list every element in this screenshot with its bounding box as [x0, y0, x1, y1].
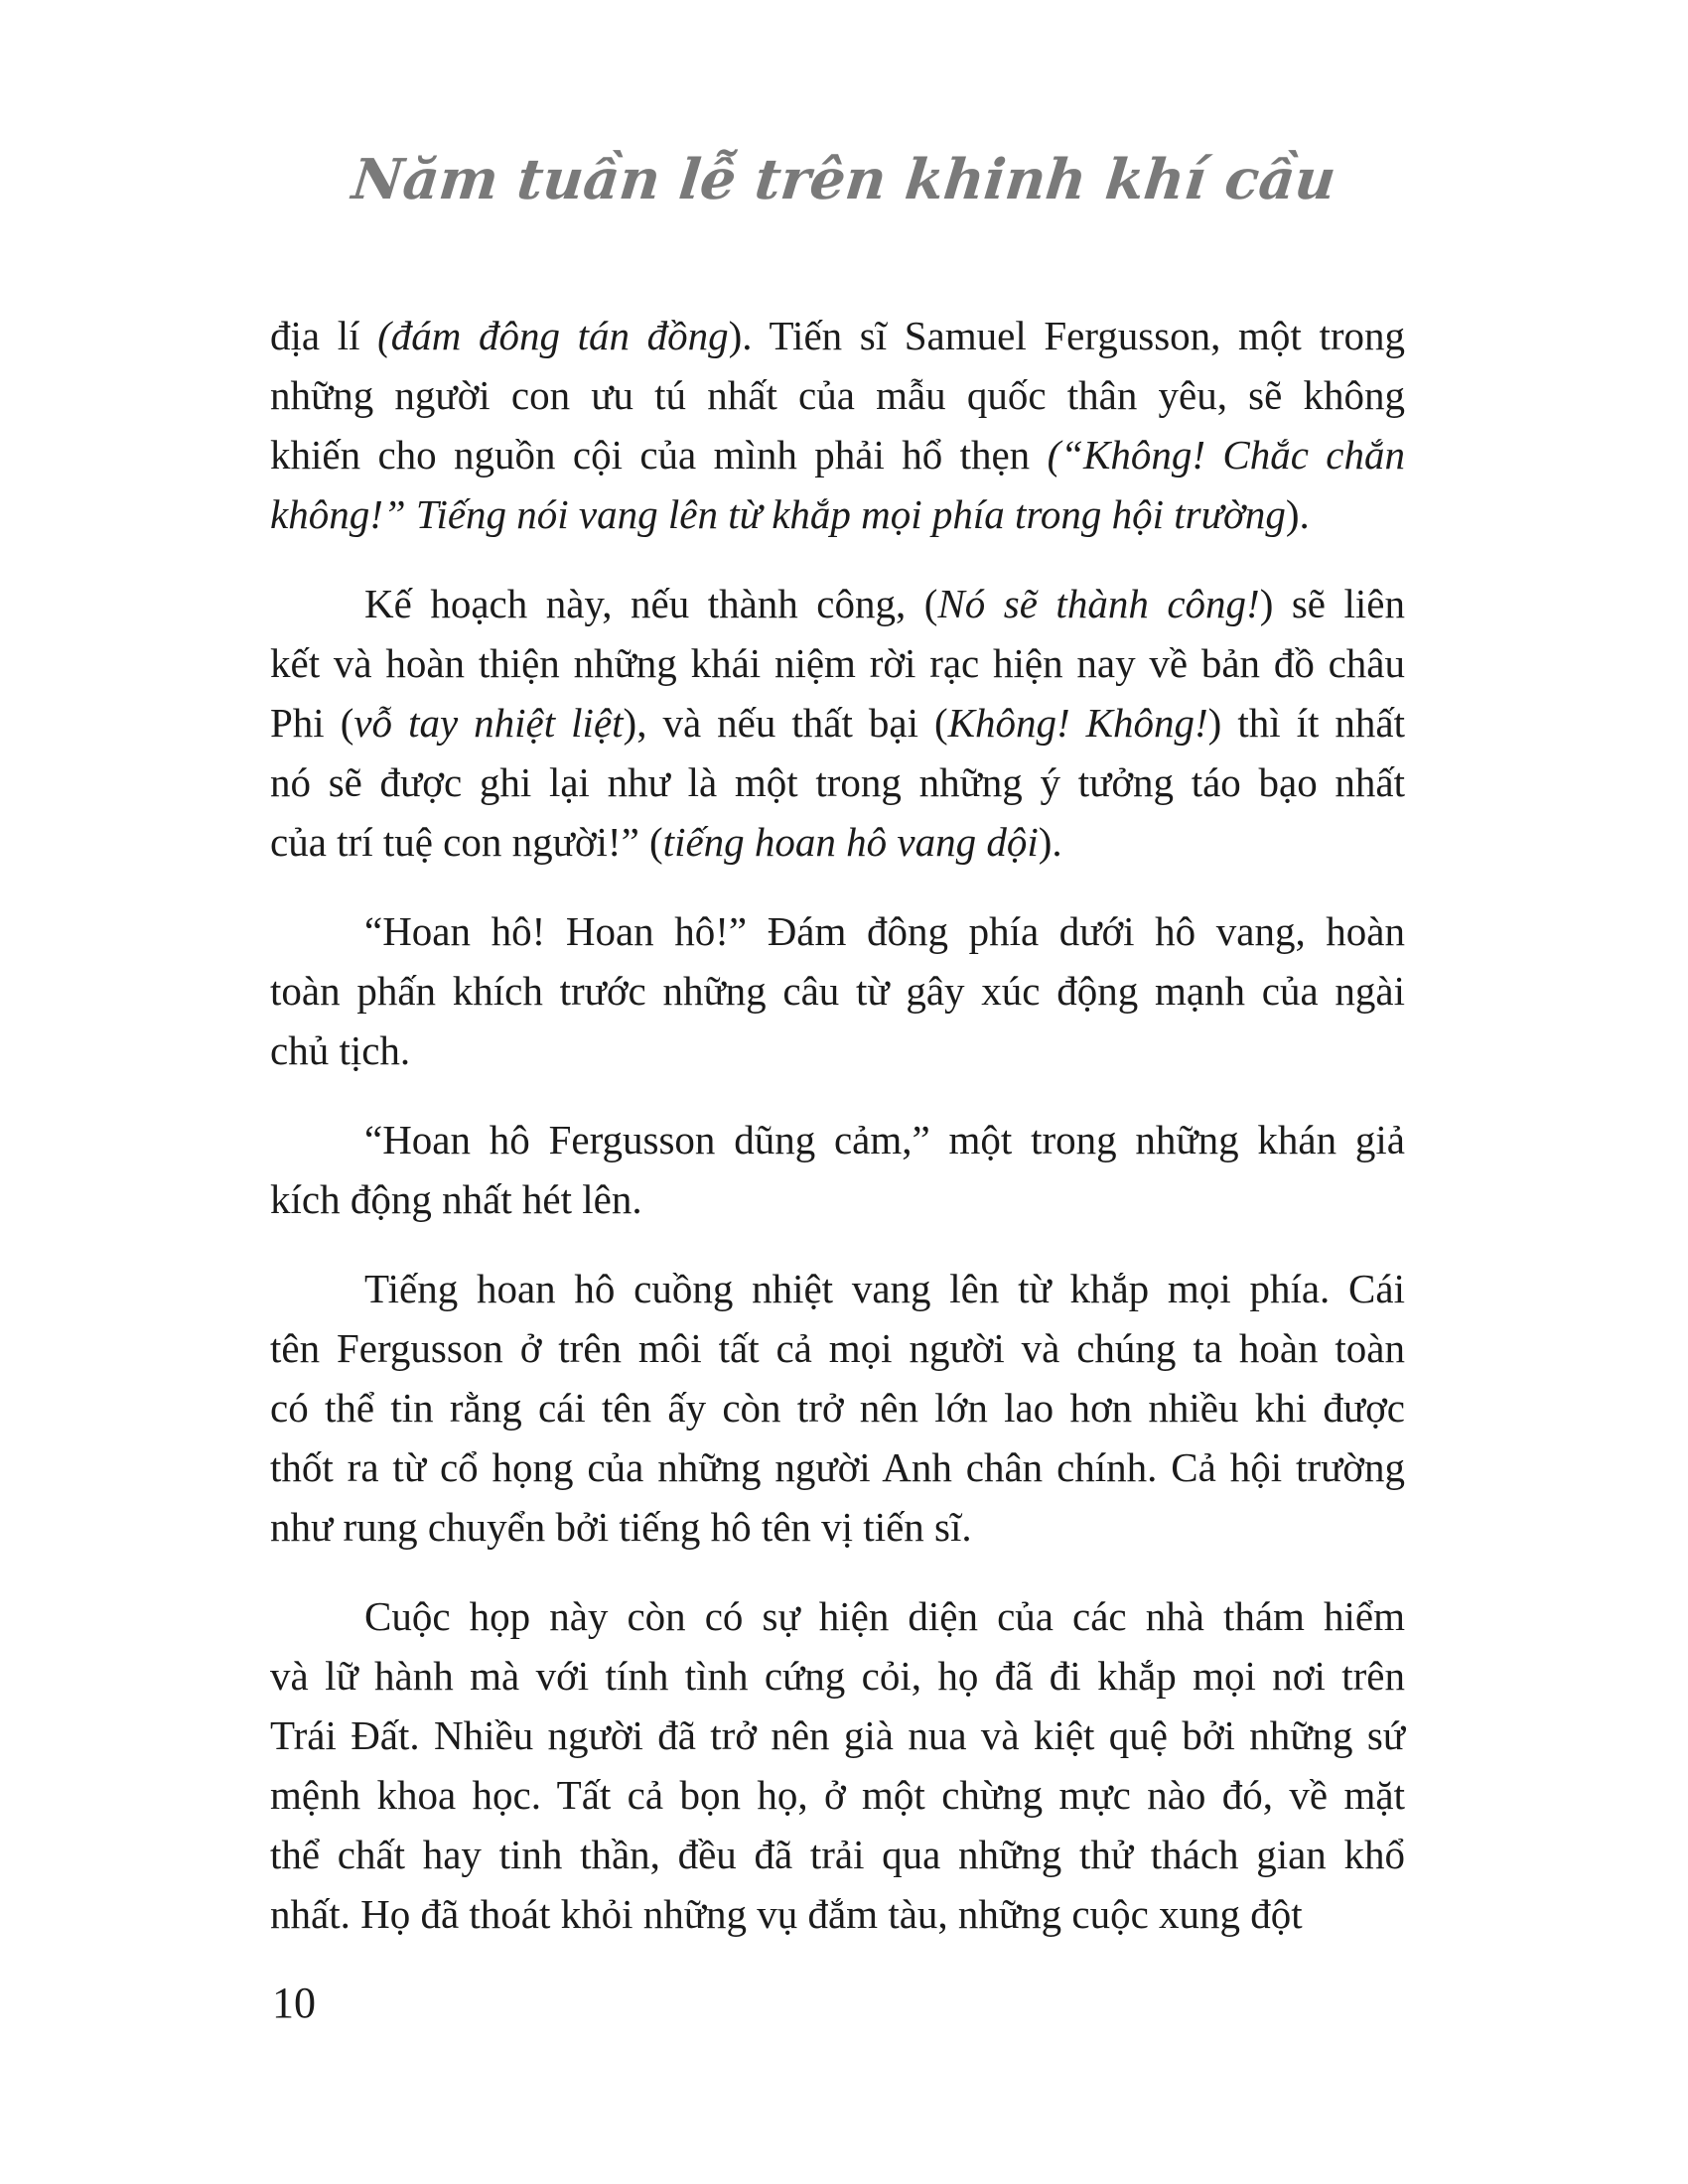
text-line — [270, 812, 1405, 872]
text-segment: “Hoan hô! Hoan hô!” Đám đông phía dưới hô vang, hoàn — [364, 908, 1405, 954]
text-line — [270, 484, 1405, 544]
text-segment: khiến cho nguồn cội của mình phải hổ thẹn — [270, 432, 1048, 478]
text-line — [270, 1706, 1405, 1765]
text-segment: ), và nếu thất bại ( — [623, 700, 948, 746]
text-line — [270, 1884, 1405, 1944]
text-line — [270, 1765, 1405, 1825]
text-line — [270, 365, 1405, 425]
text-segment: chủ tịch. — [270, 1027, 411, 1073]
text-segment: nó sẽ được ghi lại như là một trong những ý tưởng táo bạo nhất — [270, 759, 1405, 805]
text-line — [270, 1021, 1405, 1080]
text-line — [270, 1497, 1405, 1557]
text-segment: Cuộc họp này còn có sự hiện diện của các nhà thám hiểm — [364, 1593, 1405, 1639]
text-line — [270, 1646, 1405, 1706]
text-segment: tên Fergusson ở trên môi tất cả mọi người và chúng ta hoàn toàn — [270, 1325, 1405, 1371]
text-segment: kích động nhất hét lên. — [270, 1176, 642, 1222]
italic-text-segment: (đám đông tán đồng — [377, 313, 729, 358]
text-line — [270, 1169, 1405, 1229]
text-segment: ) sẽ liên — [1259, 581, 1405, 626]
text-segment: ). — [1285, 491, 1310, 537]
text-segment: mệnh khoa học. Tất cả bọn họ, ở một chừng mực nào đó, về mặt — [270, 1772, 1405, 1818]
text-segment: toàn phấn khích trước những câu từ gây xúc động mạnh của ngài — [270, 968, 1405, 1014]
text-line — [270, 901, 1405, 961]
text-line — [270, 752, 1405, 812]
text-segment: thể chất hay tinh thần, đều đã trải qua những thử thách gian khổ — [270, 1832, 1405, 1877]
paragraph — [270, 901, 1405, 1080]
text-segment: kết và hoàn thiện những khái niệm rời rạc hiện nay về bản đồ châu — [270, 640, 1405, 686]
text-segment: địa lí — [270, 313, 378, 358]
text-segment: “Hoan hô Fergusson dũng cảm,” một trong những khán giả — [364, 1117, 1405, 1162]
text-segment: và lữ hành mà với tính tình cứng cỏi, họ đã đi khắp mọi nơi trên — [270, 1653, 1405, 1699]
running-head-title: Năm tuần lễ trên khinh khí cầu — [349, 147, 1339, 212]
italic-text-segment: không!” Tiếng nói vang lên từ khắp mọi phía trong hội trường — [270, 491, 1286, 537]
text-segment: Trái Đất. Nhiều người đã trở nên già nua và kiệt quệ bởi những sứ — [270, 1712, 1405, 1758]
italic-text-segment: tiếng hoan hô vang dội — [662, 819, 1039, 865]
text-segment: của trí tuệ con người!” ( — [270, 819, 663, 865]
text-line — [270, 633, 1405, 693]
italic-text-segment: vỗ tay nhiệt liệt — [353, 700, 624, 746]
text-segment: ) thì ít nhất — [1207, 700, 1405, 746]
text-segment: Tiếng hoan hô cuồng nhiệt vang lên từ khắp mọi phía. Cái — [364, 1266, 1405, 1311]
italic-text-segment: Không! Không! — [947, 700, 1208, 746]
text-line — [270, 1318, 1405, 1378]
text-line — [270, 1110, 1405, 1169]
text-line — [270, 693, 1405, 752]
text-line — [270, 425, 1405, 484]
text-segment: như rung chuyển bởi tiếng hô tên vị tiến sĩ. — [270, 1504, 972, 1550]
text-segment: thốt ra từ cổ họng của những người Anh chân chính. Cả hội trường — [270, 1444, 1405, 1490]
text-segment: những người con ưu tú nhất của mẫu quốc thân yêu, sẽ không — [270, 372, 1405, 418]
text-line — [270, 1825, 1405, 1884]
text-segment: có thể tin rằng cái tên ấy còn trở nên lớn lao hơn nhiều khi được — [270, 1385, 1405, 1431]
text-segment: ). — [1038, 819, 1062, 865]
text-segment: ). Tiến sĩ Samuel Fergusson, một trong — [728, 313, 1405, 358]
italic-text-segment: (“Không! Chắc chắn — [1047, 432, 1405, 478]
paragraph — [270, 574, 1405, 872]
text-line — [270, 1259, 1405, 1318]
paragraph — [270, 1110, 1405, 1229]
text-line — [270, 1378, 1405, 1437]
text-line — [270, 1586, 1405, 1646]
paragraph — [270, 1259, 1405, 1557]
paragraph — [270, 306, 1405, 544]
text-segment: nhất. Họ đã thoát khỏi những vụ đắm tàu, những cuộc xung đột — [270, 1891, 1303, 1937]
italic-text-segment: Nó sẽ thành công! — [937, 581, 1260, 626]
text-line — [270, 961, 1405, 1021]
text-segment: Phi ( — [270, 700, 354, 746]
text-segment: Kế hoạch này, nếu thành công, ( — [364, 581, 938, 626]
text-line — [270, 1437, 1405, 1497]
body-text — [270, 306, 1405, 1974]
text-line — [270, 306, 1405, 365]
paragraph — [270, 1586, 1405, 1944]
page-number: 10 — [272, 1979, 316, 2027]
text-line — [270, 574, 1405, 633]
